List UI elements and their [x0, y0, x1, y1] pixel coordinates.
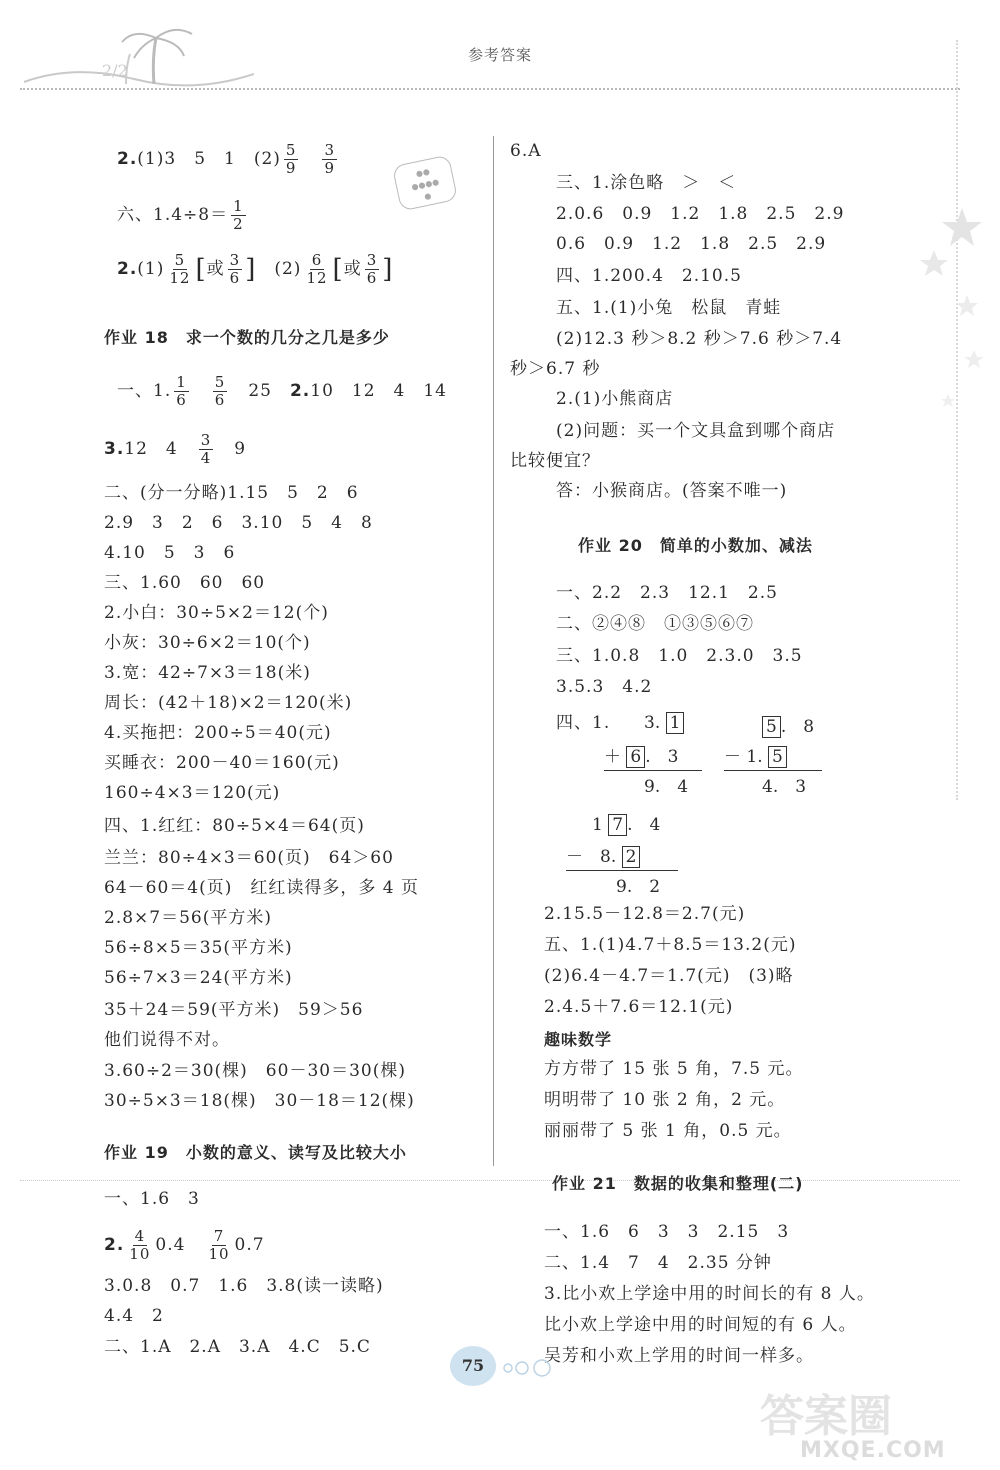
section-heading-hw21: 作业 21 数据的收集和整理(二): [552, 1174, 804, 1193]
left-line-13: 周长：(42＋18)×2＝120(米): [104, 693, 353, 713]
svg-text:2/2: 2/2: [102, 61, 128, 80]
left-line-7: 2.9 3 2 6 3.10 5 4 8: [104, 513, 373, 533]
right-line-3: 2.0.6 0.9 1.2 1.8 2.5 2.9: [556, 204, 845, 224]
right-line-25: 一、1.6 6 3 3 2.15 3: [544, 1222, 790, 1242]
right-line-20: (2)6.4－4.7＝1.7(元) (3)略: [544, 966, 794, 986]
right-line-13: 一、2.2 2.3 12.1 2.5: [556, 583, 778, 603]
left-line-22: 56÷7×3＝24(平方米): [104, 968, 293, 988]
left-line-31: 二、1.A 2.A 3.A 4.C 5.C: [104, 1337, 371, 1357]
left-line-14: 4.买拖把：200÷5＝40(元): [104, 723, 332, 743]
left-line-26: 30÷5×3＝18(棵) 30－18＝12(棵): [104, 1091, 415, 1111]
answer-box: 1: [666, 712, 685, 734]
left-line-12: 3.宽：42÷7×3＝18(米): [104, 663, 311, 683]
left-line-30: 4.4 2: [104, 1306, 164, 1326]
right-line-4: 0.6 0.9 1.2 1.8 2.5 2.9: [556, 234, 827, 254]
left-line-3: 2.(1) $\frac{5}{12}$ [或 $\frac{3}{6}$ ] (2) $\frac{6}{12}$ [或 $\frac{3}{6}$ ]: [117, 251, 394, 287]
page-number: 75: [450, 1346, 496, 1386]
vertical-subtraction: 5 . 8 － 1. 5 4. 3: [724, 708, 824, 798]
right-line-15: 三、1.0.8 1.0 2.3.0 3.5: [556, 646, 803, 666]
right-line-12: 答：小猴商店。(答案不唯一): [556, 481, 788, 501]
right-line-14: 二、②④⑧ ①③⑤⑥⑦: [556, 614, 754, 634]
left-line-29: 3.0.8 0.7 1.6 3.8(读一读略): [104, 1276, 384, 1296]
left-line-5: 3.12 4 $\frac{3}{4}$ 9: [104, 431, 247, 467]
right-line-27: 3.比小欢上学途中用的时间长的有 8 人。: [544, 1284, 875, 1304]
watermark-brand: 答案圈: [760, 1391, 892, 1442]
left-line-6: 二、(分一分略)1.15 5 2 6: [104, 483, 359, 503]
left-line-8: 4.10 5 3 6: [104, 543, 236, 563]
left-line-18: 兰兰：80÷4×3＝60(页) 64＞60: [104, 848, 394, 868]
answer-box: 7: [608, 814, 627, 836]
watermark-site: MXQE.COM: [800, 1438, 946, 1463]
section-divider: [20, 1180, 960, 1181]
right-line-18: 2.15.5－12.8＝2.7(元): [544, 904, 746, 924]
left-line-2: 六、1.4÷8＝ $\frac{1}{2}$: [117, 197, 244, 233]
left-line-23: 35＋24＝59(平方米) 59＞56: [104, 1000, 364, 1020]
left-line-16: 160÷4×3＝120(元): [104, 783, 281, 803]
stamp-mark: ●● ●●●● ●: [392, 154, 458, 211]
right-line-29: 吴芳和小欢上学用的时间一样多。: [544, 1346, 814, 1366]
section-heading-hw20: 作业 20 简单的小数加、减法: [578, 536, 813, 555]
left-line-9: 三、1.60 60 60: [104, 573, 266, 593]
right-line-1: 6.A: [510, 141, 542, 161]
right-line-21: 2.4.5＋7.6＝12.1(元): [544, 997, 734, 1017]
fun-math-heading: 趣味数学: [544, 1030, 613, 1049]
right-line-10: (2)问题：买一个文具盒到哪个商店: [556, 421, 836, 441]
right-line-7: (2)12.3 秒＞8.2 秒＞7.6 秒＞7.4: [556, 329, 843, 349]
left-line-21: 56÷8×5＝35(平方米): [104, 938, 293, 958]
star-decoration-icon: [912, 200, 992, 430]
left-line-10: 2.小白：30÷5×2＝12(个): [104, 603, 329, 623]
right-line-9: 2.(1)小熊商店: [556, 389, 674, 409]
answer-box: 5: [762, 716, 781, 738]
left-line-19: 64－60＝4(页) 红红读得多，多 4 页: [104, 878, 419, 898]
right-line-11: 比较便宜？: [510, 451, 600, 471]
left-line-24: 他们说得不对。: [104, 1030, 230, 1050]
column-divider: [493, 136, 494, 1166]
right-line-5: 四、1.200.4 2.10.5: [556, 266, 742, 286]
answer-box: 6: [626, 746, 645, 768]
left-line-20: 2.8×7＝56(平方米): [104, 908, 272, 928]
left-line-28: 2. $\frac{4}{10}$ 0.4 $\frac{7}{10}$ 0.7: [104, 1227, 265, 1263]
right-line-26: 二、1.4 7 4 2.35 分钟: [544, 1253, 772, 1273]
right-line-8: 秒＞6.7 秒: [510, 359, 601, 379]
answer-box: 2: [622, 846, 641, 868]
vertical-addition: 3. 1 ＋ 6 . 3 9. 4: [604, 708, 704, 798]
right-line-17: 四、1.: [556, 713, 611, 733]
right-line-24: 丽丽带了 5 张 1 角，0.5 元。: [544, 1121, 792, 1141]
section-heading-hw19: 作业 19 小数的意义、读写及比较大小: [104, 1143, 407, 1162]
left-line-17: 四、1.红红：80÷5×4＝64(页): [104, 816, 365, 836]
right-line-16: 3.5.3 4.2: [556, 677, 653, 697]
right-line-22: 方方带了 15 张 5 角，7.5 元。: [544, 1059, 804, 1079]
left-line-27: 一、1.6 3: [104, 1189, 200, 1209]
vertical-subtraction: 1 7 . 4 － 8. 2 9. 2: [566, 806, 686, 896]
left-line-4: 一、1. $\frac{1}{6}$ $\frac{5}{6}$ 25 2.10 12 4 14: [117, 373, 447, 409]
right-line-23: 明明带了 10 张 2 角，2 元。: [544, 1090, 786, 1110]
header-divider: [20, 88, 960, 90]
right-line-2: 三、1.涂色略 ＞ ＜: [556, 173, 737, 193]
header-title: 参考答案: [467, 46, 532, 64]
left-line-15: 买睡衣：200－40＝160(元): [104, 753, 340, 773]
right-line-6: 五、1.(1)小兔 松鼠 青蛙: [556, 298, 782, 318]
circle-decoration-icon: [500, 1358, 560, 1378]
right-line-28: 比小欢上学途中用的时间短的有 6 人。: [544, 1315, 857, 1335]
left-line-1: 2.(1)3 5 1 (2) $\frac{5}{9}$ $\frac{3}{9}$: [117, 141, 335, 177]
answer-box: 5: [768, 746, 787, 768]
left-line-11: 小灰：30÷6×2＝10(个): [104, 633, 311, 653]
left-line-25: 3.60÷2＝30(棵) 60－30＝30(棵): [104, 1061, 406, 1081]
section-heading-hw18: 作业 18 求一个数的几分之几是多少: [104, 328, 390, 347]
right-line-19: 五、1.(1)4.7＋8.5＝13.2(元): [544, 935, 797, 955]
